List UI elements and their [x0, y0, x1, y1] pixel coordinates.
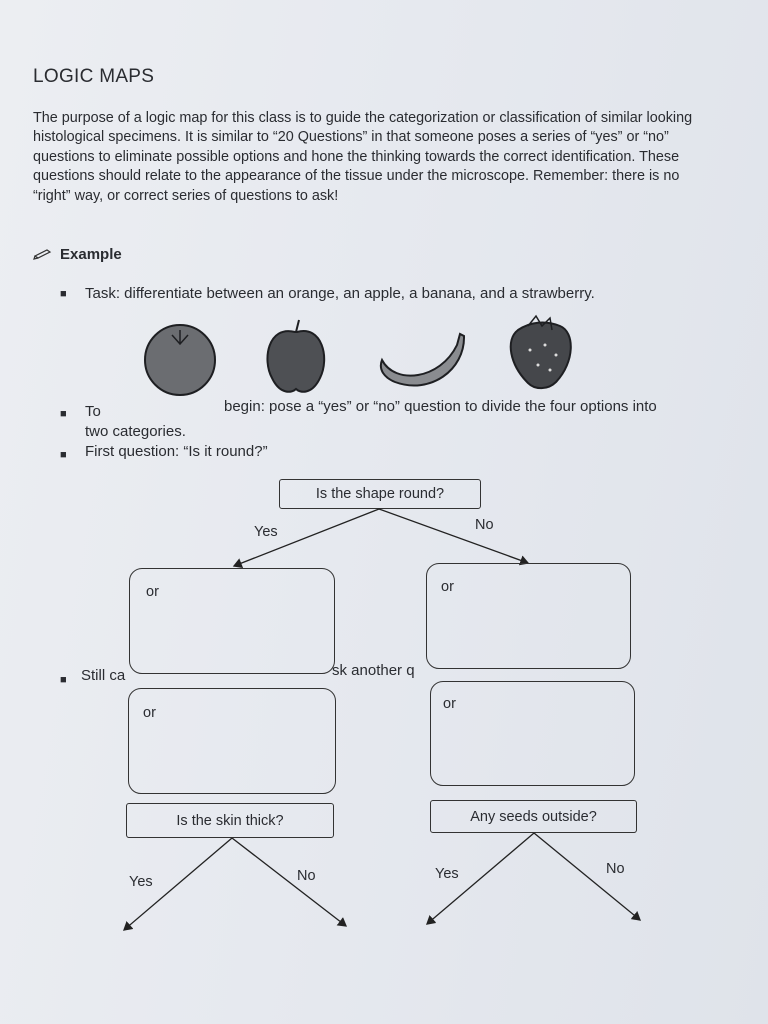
or-label: or — [143, 705, 156, 721]
question-label: Is the skin thick? — [176, 812, 284, 829]
question-box-skin — [126, 803, 334, 838]
or-label: or — [441, 579, 454, 595]
intro-paragraph: The purpose of a logic map for this class is to guide the categorization or classification of similar looking histological specimens. It is similar to “20 Questions” in that someone poses a series of “yes” or “no” questions to eliminate possible options and hone the thinking towards the correct identification. These questions should relate to the appearance of the tissue under the microscope. Remember: there is no “right” way, or correct series of questions to ask! — [33, 110, 693, 204]
still-text-left: Still ca — [81, 667, 126, 684]
yes-label: Yes — [435, 866, 459, 882]
answer-box-left — [128, 688, 336, 794]
answer-box-yes — [129, 568, 335, 674]
bullet-dot: ■ — [60, 674, 67, 686]
step-to: To — [85, 403, 101, 420]
question-label: Is the shape round? — [315, 486, 445, 502]
answer-box-right — [430, 681, 635, 786]
or-label: or — [146, 584, 159, 600]
step-begin: begin: pose a “yes” or “no” question to divide the four options into — [224, 398, 657, 415]
yes-label: Yes — [129, 874, 153, 890]
yes-label: Yes — [254, 524, 278, 540]
page-title: LOGIC MAPS — [33, 66, 155, 87]
example-heading: Example — [60, 246, 122, 263]
or-label: or — [443, 696, 456, 712]
no-label: No — [297, 868, 316, 884]
question-box-seeds — [430, 800, 637, 833]
question-label: Any seeds outside? — [470, 808, 597, 825]
answer-box-no — [426, 563, 631, 669]
still-text-right: sk another q — [332, 662, 415, 679]
bullet-dot: ■ — [60, 449, 67, 461]
task-text: Task: differentiate between an orange, an apple, a banana, and a strawberry. — [85, 285, 595, 302]
bullet-dot: ■ — [60, 288, 67, 300]
no-label: No — [606, 861, 625, 877]
no-label: No — [475, 517, 494, 533]
first-question: First question: “Is it round?” — [85, 443, 268, 460]
step-begin-cont: two categories. — [85, 423, 186, 440]
bullet-dot: ■ — [60, 408, 67, 420]
